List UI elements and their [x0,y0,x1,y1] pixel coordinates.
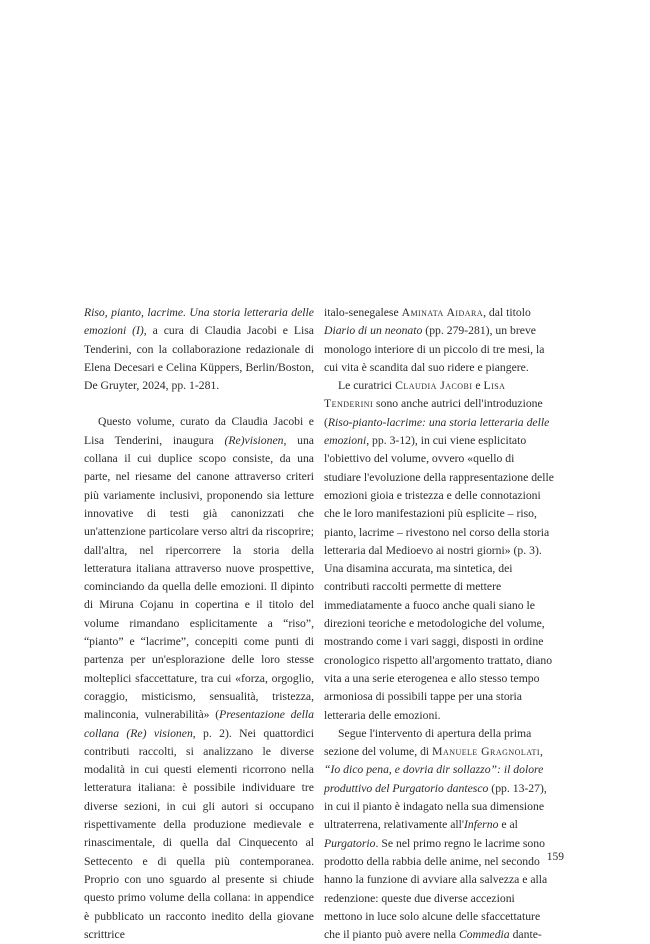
author-name: Aminata Aidara [401,306,484,319]
cited-title: Commedia [459,928,510,942]
paragraph [324,725,554,944]
text-run: (pp. 279-281), un breve monologo interiore di un piccolo di tre mesi, la cui vita è scandita dal suo ridere e piangere. [324,324,545,374]
cited-title: Purgatorio [324,836,376,850]
book-details: , a cura di Claudia Jacobi e Lisa Tenderini, con la collaborazione redazionale di Elena Decesari e Celina Küppers, Berlin/Boston, De Gruyter, 2024, pp. 1-281. [84,324,314,393]
author-name: Lisa Tenderini [324,379,506,411]
text-run: Segue l'intervento di apertura della prima sezione del volume, di [324,726,532,759]
text-run: sono anche autrici dell'introduzione ( [324,397,543,429]
cited-title: Presentazione della collana (Re) visionen [84,708,314,740]
paragraph [84,413,314,944]
text-run: dante- [509,928,542,942]
text-run: e al [498,818,518,832]
text-run: italo-senegalese [324,306,402,319]
book-title: Riso, pianto, lacrime. Una storia letteraria delle emozioni (I) [84,306,314,338]
cited-title: Riso-pianto-lacrime: una storia letteraria delle emozioni [324,415,550,448]
cited-title: Inferno [464,818,499,832]
text-run: Le curatrici [338,379,396,393]
text-run: . Se nel primo regno le lacrime sono prodotto della rabbia delle anime, nel secondo hanno la funzione di avviare alla salvezza e alla redenzione: queste due diverse accezioni mettono in luce solo alcune delle sfaccettature che il pianto può avere nella [324,836,548,942]
text-run: , dal titolo [483,306,531,319]
text-run: Questo volume, curato da Claudia Jacobi e Lisa Tenderini, inaugura [84,415,314,447]
series-title: (Re)visionen [224,433,284,447]
review-header [84,304,314,395]
cited-title: Diario di un neonato [324,324,423,338]
left-column [84,304,314,944]
text-run: , pp. 3-12), in cui viene esplicitato l'obiettivo del volume, ovvero «quello di studiare l'evoluzione della rappresentazione delle emozioni gioia e tristezza e delle connotazioni che le loro manifestazioni più esplicite – riso, pianto, lacrime – rivestono nel corso della storia letteraria dal Medioevo ai nostri giorni» (p. 3). Una disamina accurata, ma sintetica, dei contributi raccolti permette di mettere immediatamente a fuoco anche quali siano le direzioni teoriche e metodologiche del volume, mostrando come i vari saggi, disposti in ordine cronologico rispetto all'argomento trattato, diano vita a una serie eterogenea e allo stesso tempo armoniosa di possibili tappe per una storia letteraria delle emozioni. [324,434,554,722]
paragraph [324,377,554,725]
text-run: , p. 2). Nei quattordici contributi raccolti, si analizzano le diverse modalità in cui questi elementi ricorrono nella letteratura italiana: è possibile individuare tre diverse sezioni, in cui gli autori si occupano rispettivamente della produzione medievale e rinascimentale, di quella dal Cinquecento al Settecento e di quella più contemporanea. Proprio con uno sguardo al presente si chiude questo primo volume della collana: in appendice è pubblicato un racconto inedito della giovane scrittrice [84,726,314,941]
right-column [324,304,554,944]
text-run: e [472,379,484,393]
text-run: , una collana il cui duplice scopo consiste, da una parte, nel riesame del canone attraverso criteri più variamente inclusivi, proponendo sia letture innovative di testi già canonizzati che un'attenzione particolare verso altri da riscoprire; dall'altra, nel ripercorrere la storia della letteratura italiana attraverso nuove prospettive, cominciando da quella delle emozioni. Il dipinto di Miruna Cojanu in copertina e il titolo del volume rimandano esplicitamente a “riso”, “pianto” e “lacrime”, concepiti come punti di partenza per un'esplorazione delle loro stesse molteplici sfaccettature, tra cui «forza, orgoglio, coraggio, misticismo, sensualità, tristezza, malinconia, vulnerabilità» ( [84,433,314,722]
text-run: (pp. 13-27), in cui il pianto è indagato nella sua dimensione ultraterrena, relativamente all' [324,781,547,832]
text-run: , [540,745,543,759]
author-name: Claudia Jacobi [395,379,473,393]
author-name: Manuele Gragnolati [432,745,541,759]
cited-title: “Io dico pena, e dovria dir sollazzo”: il dolore produttivo del Purgatorio dantesco [324,763,544,795]
page-number: 159 [546,851,564,863]
paragraph [324,304,554,377]
